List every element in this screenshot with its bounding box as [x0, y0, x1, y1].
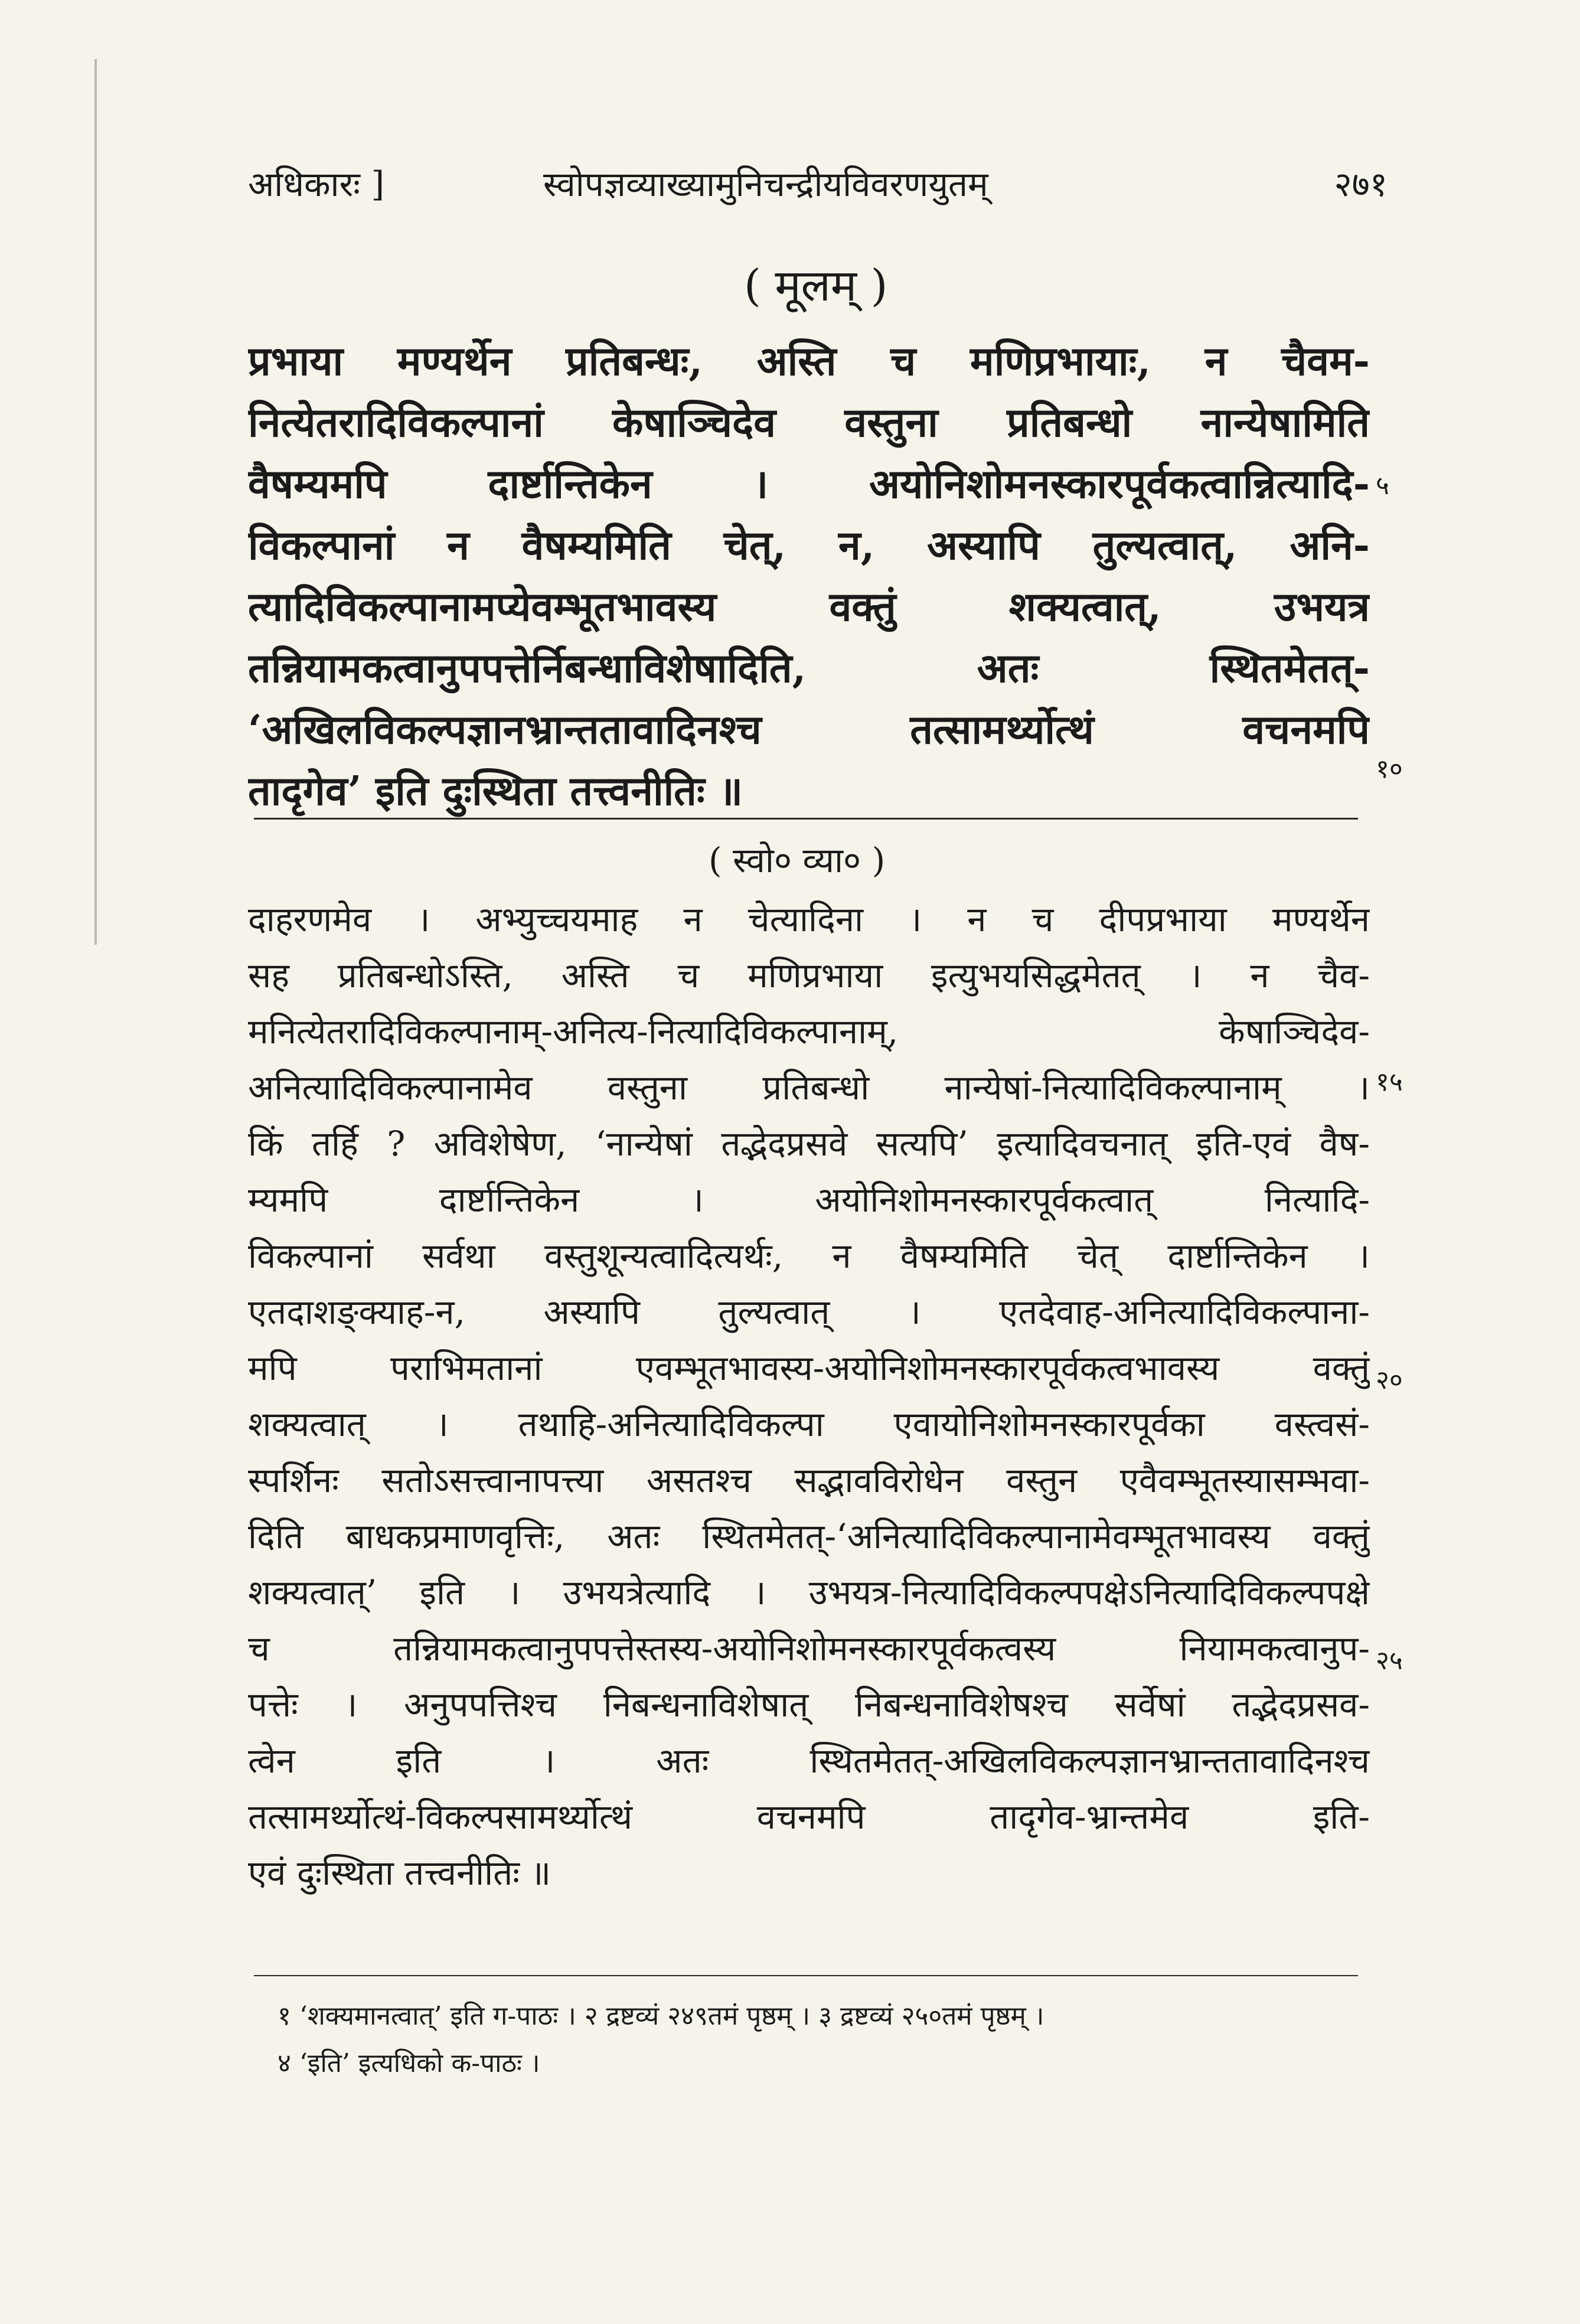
margin-line-number: २५	[1376, 1646, 1403, 1676]
vyakhya-line: एवं दुःस्थिता तत्त्वनीतिः ॥	[248, 1853, 551, 1893]
margin-line-number: ५	[1376, 471, 1389, 501]
left-margin-rule	[94, 59, 97, 945]
section-divider	[254, 818, 1358, 820]
vyakhya-line: किं तर्हि ? अविशेषेण, ‘नान्येषां तद्भेदप्रसवे सत्यपि’ इत्यादिवचनात् इति-एवं वैष-	[248, 1124, 1370, 1164]
vyakhya-line: त्वेन इति । अतः स्थितमेतत्-अखिलविकल्पज्ञानभ्रान्ततावादिनश्च	[248, 1741, 1370, 1781]
margin-line-number: १५	[1376, 1067, 1403, 1097]
mulam-text	[248, 331, 1370, 822]
margin-line-number: २०	[1376, 1365, 1403, 1395]
vyakhya-line: एतदाशङ्क्याह-न, अस्यापि तुल्यत्वात् । एतदेवाह-अनित्यादिविकल्पाना-	[248, 1292, 1370, 1332]
vyakhya-line: सह प्रतिबन्धोऽस्ति, अस्ति च मणिप्रभाया इत्युभयसिद्धमेतत् । न चैव-	[248, 955, 1370, 995]
vyakhya-line: च तन्नियामकत्वानुपपत्तेस्तस्य-अयोनिशोमनस्कारपूर्वकत्वस्य नियामकत्वानुप-	[248, 1628, 1370, 1669]
vyakhya-title: ( स्वो० व्या० )	[709, 840, 886, 880]
vyakhya-line: मपि पराभिमतानां एवम्भूतभावस्य-अयोनिशोमनस्कारपूर्वकत्वभावस्य वक्तुं	[248, 1348, 1370, 1388]
margin-line-number: १०	[1376, 754, 1403, 784]
footnote-divider	[254, 1975, 1358, 1976]
vyakhya-line: मनित्येतरादिविकल्पानाम्-अनित्य-नित्यादिविकल्पानाम्, केषाञ्चिदेव-	[248, 1011, 1370, 1052]
vyakhya-text	[248, 892, 1370, 1901]
running-header	[248, 159, 1388, 224]
vyakhya-line: विकल्पानां सर्वथा वस्तुशून्यत्वादित्यर्थः, न वैषम्यमिति चेत् दार्ष्टान्तिकेन ।	[248, 1236, 1370, 1276]
header-chapter: अधिकारः ]	[248, 164, 385, 204]
mulam-line: विकल्पानां न वैषम्यमिति चेत्, न, अस्यापि तुल्यत्वात्, अनि-	[248, 522, 1370, 569]
page-number: २७१	[1334, 164, 1388, 204]
vyakhya-line: शक्यत्वात्’ इति । उभयत्रेत्यादि । उभयत्र-नित्यादिविकल्पपक्षेऽनित्यादिविकल्पपक्षे	[248, 1572, 1370, 1613]
mulam-line: प्रभाया मण्यर्थेन प्रतिबन्धः, अस्ति च मणिप्रभायाः, न चैवम-	[248, 338, 1370, 385]
vyakhya-line: तत्सामर्थ्योत्थं-विकल्पसामर्थ्योत्थं वचनमपि तादृगेव-भ्रान्तमेव इति-	[248, 1797, 1370, 1837]
header-title: स्वोपज्ञव्याख्यामुनिचन्द्रीयविवरणयुतम्	[543, 164, 988, 204]
vyakhya-line: दिति बाधकप्रमाणवृत्तिः, अतः स्थितमेतत्-‘अनित्यादिविकल्पानामेवम्भूतभावस्य वक्तुं	[248, 1516, 1370, 1556]
mulam-line: त्यादिविकल्पानामप्येवम्भूतभावस्य वक्तुं शक्यत्वात्, उभयत्र	[248, 583, 1370, 631]
vyakhya-line: दाहरणमेव । अभ्युच्चयमाह न चेत्यादिना । न च दीपप्रभाया मण्यर्थेन	[248, 899, 1370, 939]
vyakhya-line: म्यमपि दार्ष्टान्तिकेन । अयोनिशोमनस्कारपूर्वकत्वात् नित्यादि-	[248, 1180, 1370, 1220]
mulam-line: ‘अखिलविकल्पज्ञानभ्रान्ततावादिनश्च तत्सामर्थ्योत्थं वचनमपि	[248, 706, 1370, 753]
vyakhya-line: पत्तेः । अनुपपत्तिश्च निबन्धनाविशेषात् निबन्धनाविशेषश्च सर्वेषां तद्भेदप्रसव-	[248, 1685, 1370, 1725]
mulam-title: ( मूलम् )	[744, 260, 888, 311]
vyakhya-line: शक्यत्वात् । तथाहि-अनित्यादिविकल्पा एवायोनिशोमनस्कारपूर्वका वस्त्वसं-	[248, 1404, 1370, 1444]
mulam-line: तन्नियामकत्वानुपपत्तेर्निबन्धाविशेषादिति, अतः स्थितमेतत्-	[248, 645, 1370, 692]
mulam-line: नित्येतरादिविकल्पानां केषाञ्चिदेव वस्तुना प्रतिबन्धो नान्येषामिति	[248, 399, 1370, 446]
mulam-line: वैषम्यमपि दार्ष्टान्तिकेन । अयोनिशोमनस्कारपूर्वकत्वान्नित्यादि-	[248, 461, 1370, 508]
footnote-line: १ ‘शक्यमानत्वात्’ इति ग-पाठः । २ द्रष्टव्यं २४९तमं पृष्ठम् । ३ द्रष्टव्यं २५०तमं पृष्ठम् ।	[278, 2001, 1044, 2031]
mulam-line: तादृगेव’ इति दुःस्थिता तत्त्वनीतिः ॥	[248, 768, 743, 815]
vyakhya-line: स्पर्शिनः सतोऽसत्त्वानापत्त्या असतश्च सद्भावविरोधेन वस्तुन एवैवम्भूतस्यासम्भवा-	[248, 1460, 1370, 1500]
vyakhya-line: अनित्यादिविकल्पानामेव वस्तुना प्रतिबन्धो नान्येषां-नित्यादिविकल्पानाम् ।	[248, 1068, 1370, 1108]
footnote-line: ४ ‘इति’ इत्यधिको क-पाठः ।	[278, 2048, 540, 2078]
